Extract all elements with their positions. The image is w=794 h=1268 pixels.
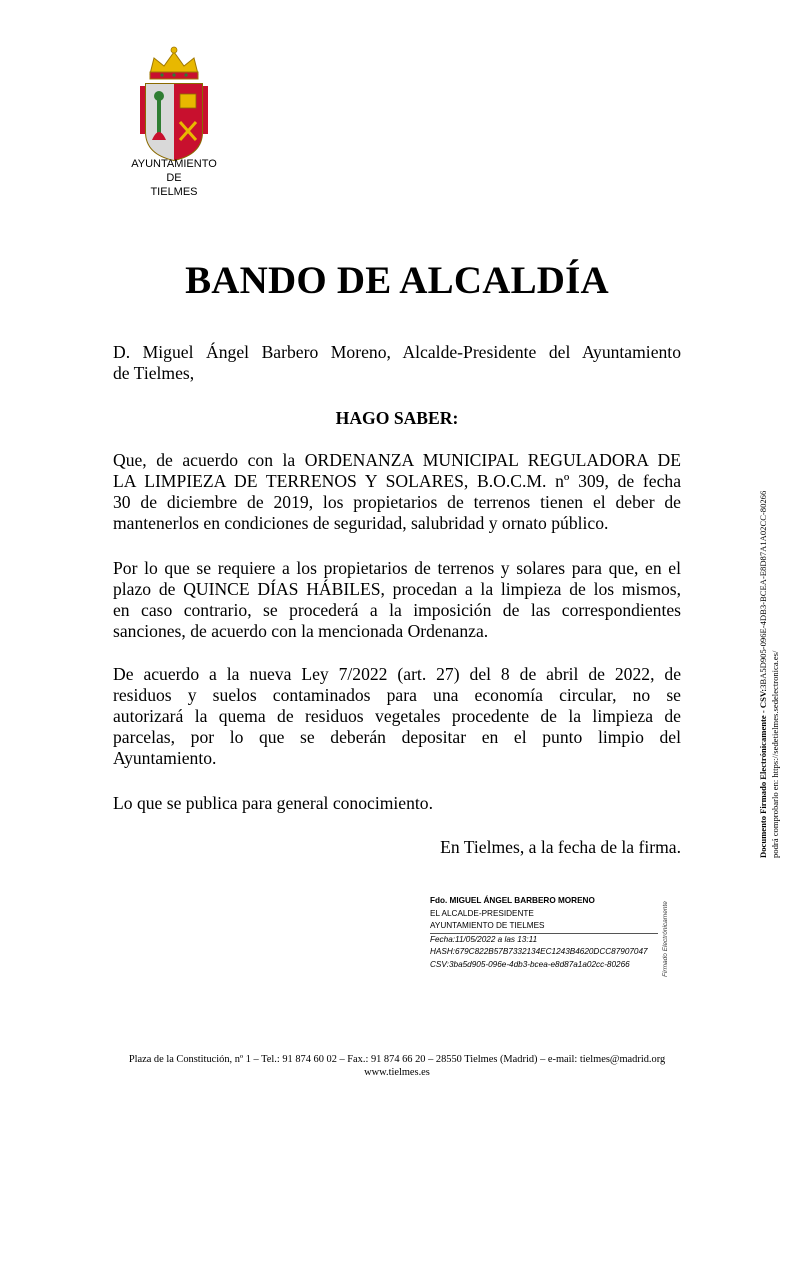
verification-line-2[interactable]: podrá comprobarlo en: https://sedetielmes.sedelectronica.es/ [770, 650, 780, 858]
hago-saber-heading: HAGO SABER: [335, 408, 459, 428]
paragraph-ordinance [113, 450, 681, 534]
intro-line: D. Miguel Ángel Barbero Moreno, Alcalde-Presidente del Ayuntamiento [113, 342, 681, 362]
signer-name: Fdo. MIGUEL ÁNGEL BARBERO MORENO [430, 896, 595, 905]
signature-block [430, 895, 680, 990]
document-title: BANDO DE ALCALDÍA [185, 259, 609, 302]
organization-name [110, 157, 238, 199]
paragraph-publication: Lo que se publica para general conocimiento. [113, 793, 433, 813]
signer-role: EL ALCALDE-PRESIDENTE [430, 908, 534, 918]
intro-paragraph [113, 342, 681, 384]
signature-side-label [662, 901, 678, 977]
paragraph-requirement [113, 558, 681, 642]
signature-date: Fecha:11/05/2022 a las 13:11 [430, 934, 538, 944]
org-line-2: DE [166, 172, 182, 184]
page-footer [0, 1053, 794, 1079]
paragraph-line: Ayuntamiento. [113, 748, 217, 768]
signature-hash: HASH:679C822B57B7332134EC1243B4620DCC87907047 [430, 947, 648, 956]
verification-code: 3BA5D905-096E-4DB3-BCEA-E8D87A1A02CC-80266 [758, 490, 768, 689]
paragraph-line: parcelas, por lo que se deberán depositar en el punto limpio del [113, 727, 681, 747]
intro-line: de Tielmes, [113, 363, 195, 383]
paragraph-line: De acuerdo a la nueva Ley 7/2022 (art. 27) del 8 de abril de 2022, de [113, 664, 681, 684]
paragraph-line: Que, de acuerdo con la ORDENANZA MUNICIPAL REGULADORA DE [113, 450, 681, 470]
coat-of-arms-icon [138, 44, 210, 164]
paragraph-line: plazo de QUINCE DÍAS HÁBILES, procedan a la limpieza de los mismos, [113, 579, 681, 599]
verification-line-1 [758, 491, 768, 858]
paragraph-line: mantenerlos en condiciones de seguridad, salubridad y ornato público. [113, 513, 609, 533]
paragraph-line: 30 de diciembre de 2019, los propietarios de terrenos tienen el deber de [113, 492, 681, 512]
signer-entity: AYUNTAMIENTO DE TIELMES [430, 920, 658, 934]
side-label-text: Firmado Electrónicamente [662, 901, 669, 977]
signature-csv: CSV:3ba5d905-096e-4db3-bcea-e8d87a1a02cc-80266 [430, 959, 630, 969]
footer-website[interactable]: www.tielmes.es [364, 1067, 430, 1078]
footer-address: Plaza de la Constitución, nº 1 – Tel.: 91 874 60 02 – Fax.: 91 874 66 20 – 28550 Tielmes (Madrid) – e-mail: tielmes@madrid.org [128, 1054, 666, 1065]
org-line-1: AYUNTAMIENTO [131, 158, 217, 170]
paragraph-line: en caso contrario, se procederá a la imposición de las correspondientes [113, 600, 681, 620]
verification-label: Documento Firmado Electrónicamente - CSV: [758, 688, 768, 858]
paragraph-line: residuos y suelos contaminados para una economía circular, no se [113, 685, 681, 705]
org-line-3: TIELMES [150, 186, 198, 198]
paragraph-line: sanciones, de acuerdo con la mencionada Ordenanza. [113, 621, 489, 641]
paragraph-law [113, 664, 681, 769]
paragraph-line: autorizará la quema de residuos vegetales procedente de la limpieza de [113, 706, 681, 726]
closing-line: En Tielmes, a la fecha de la firma. [440, 837, 681, 857]
paragraph-line: LA LIMPIEZA DE TERRENOS Y SOLARES, B.O.C.M. nº 309, de fecha [113, 471, 681, 491]
paragraph-line: Por lo que se requiere a los propietarios de terrenos y solares para que, en el [113, 558, 681, 578]
